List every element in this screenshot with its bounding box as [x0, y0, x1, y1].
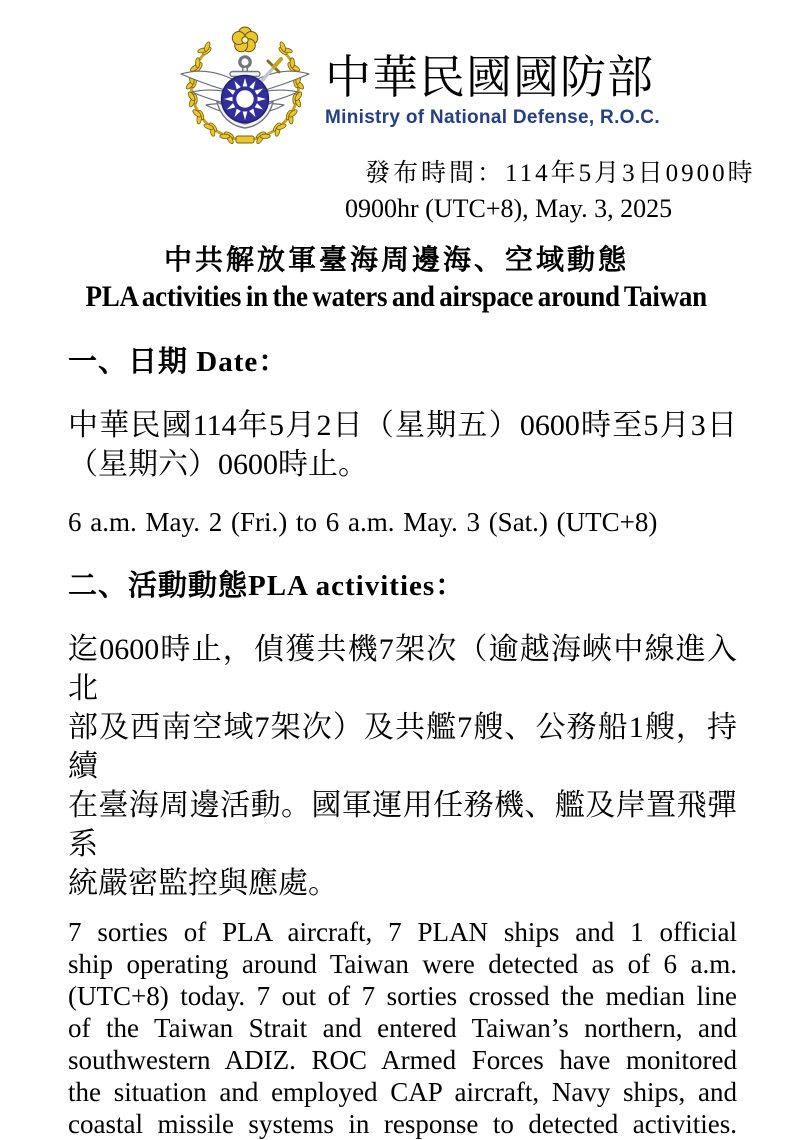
org-name-block — [325, 25, 660, 129]
header — [175, 25, 793, 150]
date-paragraph-zh — [68, 406, 737, 484]
date-zh-line: （星期六）0600時止。 — [68, 448, 368, 481]
sun-disc-icon — [222, 76, 269, 123]
activities-en-line: southwestern ADIZ. ROC Armed Forces have monitored — [68, 1045, 737, 1075]
activities-zh-line: 部及西南空域7架次）及共艦7艘、公務船1艘，持續 — [68, 711, 737, 783]
document-title — [0, 244, 793, 314]
activities-en-line: ship operating around Taiwan were detected as of 6 a.m. — [68, 949, 737, 979]
document-body — [0, 344, 793, 1140]
activities-en-line: 7 sorties of PLA aircraft, 7 PLAN ships and 1 official — [68, 917, 737, 947]
activities-paragraph-zh — [68, 630, 737, 903]
org-name-zh: 中華民國國防部 — [325, 52, 654, 103]
release-time-en: 0900hr (UTC+8), May. 3, 2025 — [345, 194, 673, 223]
release-time — [345, 156, 793, 226]
date-zh-line: 中華民國114年5月2日（星期五）0600時至5月3日 — [68, 409, 737, 442]
activities-zh-line: 在臺海周邊活動。國軍運用任務機、艦及岸置飛彈系 — [68, 789, 737, 861]
date-paragraph-en — [68, 506, 737, 538]
section-activities-heading: 二、活動動態PLA activities： — [68, 570, 466, 602]
activities-en-line: of the Taiwan Strait and entered Taiwan’s northern, and — [68, 1013, 737, 1043]
release-time-zh: 發布時間：114年5月3日0900時 — [365, 160, 756, 187]
section-date-heading: 一、日期 Date： — [68, 346, 289, 378]
activities-en-line: coastal missile systems in response to detected activities. — [68, 1109, 737, 1139]
activities-zh-line: 統嚴密監控與應處。 — [68, 867, 338, 900]
document-title-zh: 中共解放軍臺海周邊海、空域動態 — [163, 245, 629, 276]
document-title-en: PLA activities in the waters and airspace around Taiwan — [85, 280, 708, 313]
mnd-emblem-icon — [175, 25, 315, 150]
document-page — [0, 25, 793, 1140]
activities-zh-line: 迄0600時止，偵獲共機7架次（逾越海峽中線進入北 — [68, 633, 737, 705]
date-en-line: 6 a.m. May. 2 (Fri.) to 6 a.m. May. 3 (Sat.) (UTC+8) — [68, 507, 658, 537]
activities-en-line: the situation and employed CAP aircraft, Navy ships, and — [68, 1077, 737, 1107]
activities-en-line: (UTC+8) today. 7 out of 7 sorties crossed the median line — [68, 981, 737, 1011]
activities-paragraph-en — [68, 916, 737, 1140]
org-name-en: Ministry of National Defense, R.O.C. — [325, 106, 660, 128]
plum-blossom-icon — [232, 27, 257, 52]
